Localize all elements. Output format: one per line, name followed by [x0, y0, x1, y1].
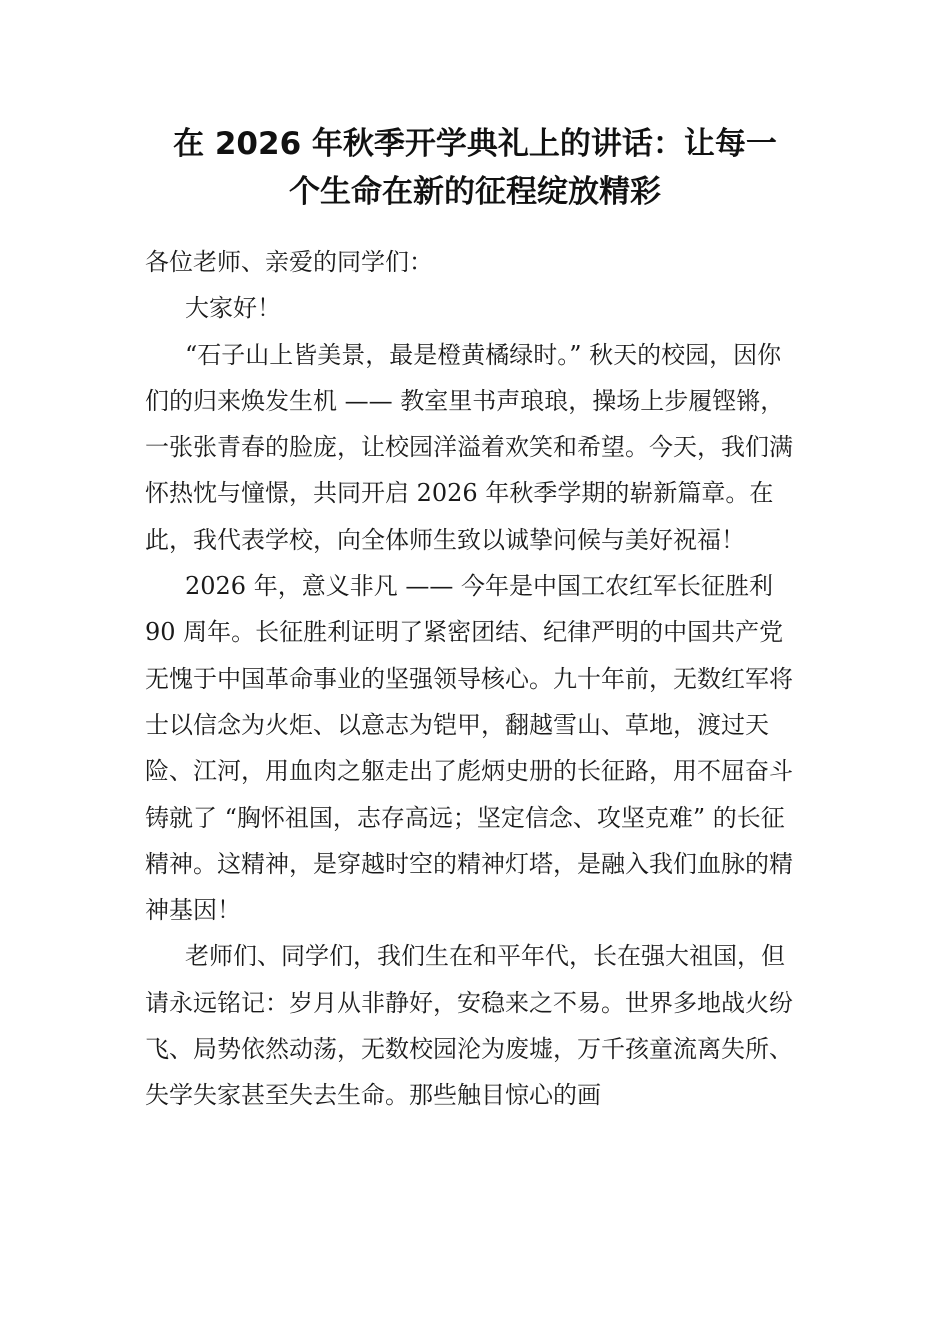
- salutation: 各位老师、亲爱的同学们：: [145, 248, 433, 276]
- paragraph: “石子山上皆美景，最是橙黄橘绿时。” 秋天的校园，因你们的归来焕发生机 —— 教室里书声琅琅，操场上步履铿锵，一张张青春的脸庞，让校园洋溢着欢笑和希望。今天，我们满怀热忱与憧憬，共同开启 2026 年秋季学期的崭新篇章。在此，我代表学校，向全体师生致以诚挚问候与美好祝福！: [145, 340, 793, 554]
- document-title: [130, 120, 820, 216]
- title-line-1: 在 2026 年秋季开学典礼上的讲话：让每一: [173, 126, 777, 162]
- document-body: [145, 239, 805, 1119]
- paragraph: 2026 年，意义非凡 —— 今年是中国工农红军长征胜利 90 周年。长征胜利证明了紧密团结、纪律严明的中国共产党无愧于中国革命事业的坚强领导核心。九十年前，无数红军将士以信念为火炬、以意志为铠甲，翻越雪山、草地，渡过天险、江河，用血肉之躯走出了彪炳史册的长征路，用不屈奋斗铸就了 “胸怀祖国，志存高远；坚定信念、攻坚克难” 的长征精神。这精神，是穿越时空的精神灯塔，是融入我们血脉的精神基因！: [145, 572, 793, 925]
- title-line-2: 个生命在新的征程绽放精彩: [289, 174, 661, 210]
- paragraph: 老师们、同学们，我们生在和平年代，长在强大祖国，但请永远铭记：岁月从非静好，安稳来之不易。世界多地战火纷飞、局势依然动荡，无数校园沦为废墟，万千孩童流离失所、失学失家甚至失去生命。那些触目惊心的画: [145, 942, 793, 1110]
- greeting: 大家好！: [185, 294, 281, 323]
